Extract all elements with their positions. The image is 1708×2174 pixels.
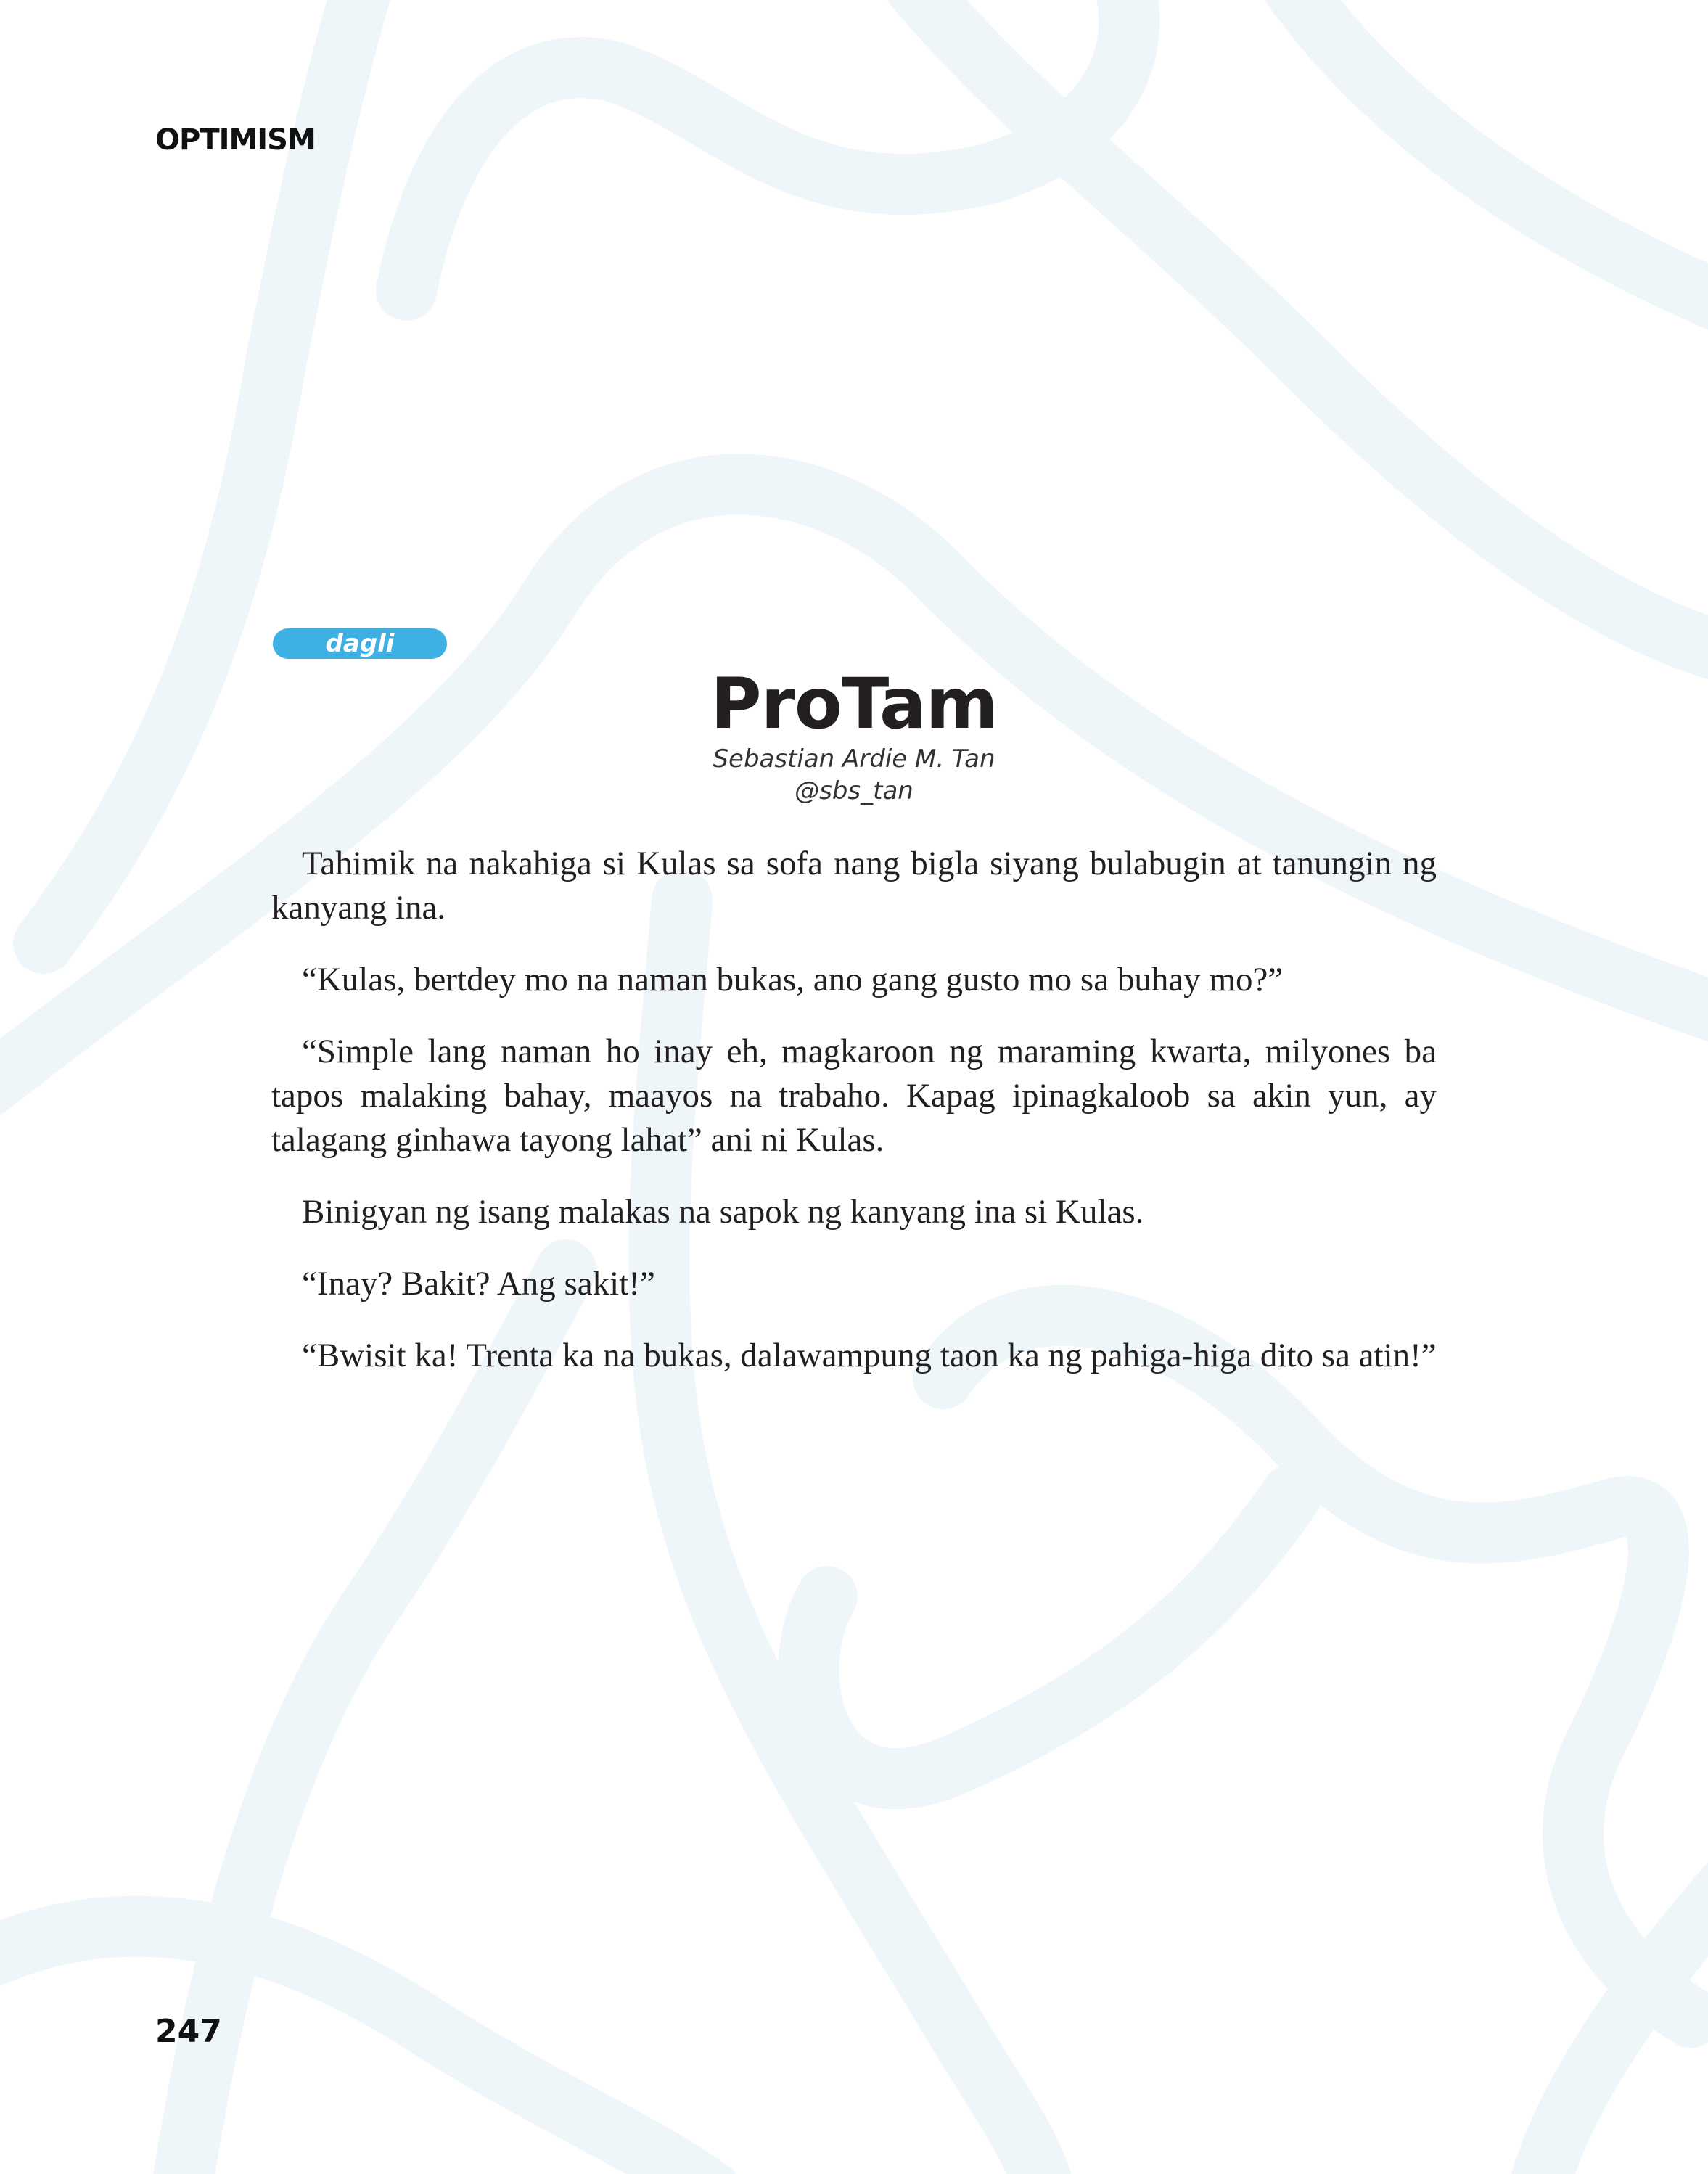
- author-handle: @sbs_tan: [795, 776, 913, 805]
- author-name: Sebastian Ardie M. Tan: [713, 745, 995, 774]
- story-paragraph: “Simple lang naman ho inay eh, magkaroon ng maraming kwarta, milyones ba tapos malaking bahay, maayos na trabaho. Kapag ipinagkaloob sa akin yun, ay talagang ginhawa tayong lahat” ani ni Kulas.: [271, 1033, 1437, 1159]
- story-paragraph: Tahimik na nakahiga si Kulas sa sofa nang bigla siyang bulabugin at tanungin ng kanyang ina.: [271, 845, 1437, 927]
- wave-line: [0, 1927, 711, 2174]
- article-title: ProTam: [710, 663, 998, 745]
- page-number: 247: [155, 2013, 222, 2050]
- wave-line: [914, 0, 1708, 653]
- story-paragraph: Binigyan ng isang malakas na sapok ng kanyang ina si Kulas.: [302, 1193, 1144, 1231]
- story-body: [271, 842, 1437, 1406]
- wave-line: [1292, 0, 1708, 305]
- section-label: OPTIMISM: [155, 123, 316, 157]
- story-paragraph: “Bwisit ka! Trenta ka na bukas, dalawampung taon ka ng pahiga-higa dito sa atin!”: [302, 1337, 1437, 1374]
- story-paragraph: “Inay? Bakit? Ang sakit!”: [302, 1265, 655, 1303]
- wave-line: [406, 0, 1129, 290]
- wave-line: [808, 1495, 1292, 1779]
- wave-line: [943, 1316, 1691, 2017]
- genre-badge: dagli: [273, 628, 447, 659]
- story-paragraph: “Kulas, bertdey mo na naman bukas, ano gang gusto mo sa buhay mo?”: [302, 961, 1284, 998]
